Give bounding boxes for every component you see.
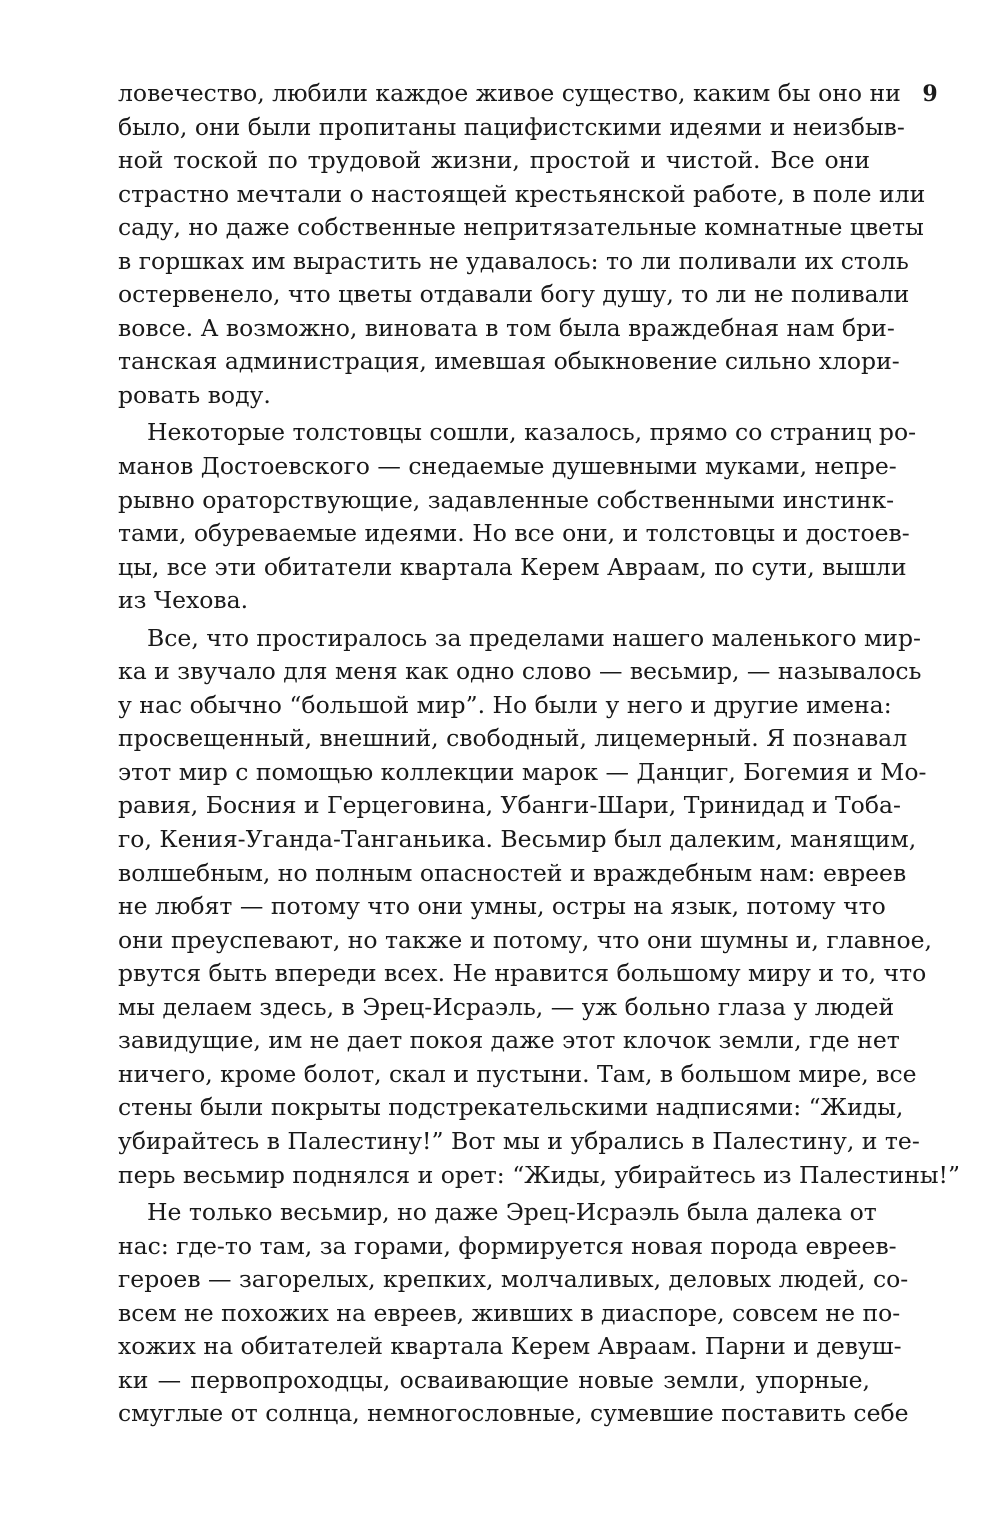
page-number: 9 [922, 81, 938, 107]
text-line: этот мир с помощью коллекции марок — Данциг, Богемия и Мо- [118, 757, 927, 786]
text-line: го, Кения-Уганда-Танганьика. Весьмир был далеким, манящим, [118, 825, 917, 854]
text-line: у нас обычно “большой мир”. Но были у него и другие имена: [118, 690, 892, 719]
text-line: из Чехова. [118, 586, 249, 615]
text-line: Не только весьмир, но даже Эрец-Исраэль была далека от [147, 1198, 877, 1227]
text-line: хожих на обитателей квартала Керем Авраам. Парни и девуш- [118, 1332, 902, 1361]
text-line: перь весьмир поднялся и орет: “Жиды, убирайтесь из Палестины!” [118, 1160, 961, 1189]
text-line: ной тоской по трудовой жизни, простой и чистой. Все они [118, 146, 870, 175]
text-line: завидущие, им не дает покоя даже этот клочок земли, где нет [118, 1026, 900, 1055]
text-line: стены были покрыты подстрекательскими надписями: “Жиды, [118, 1093, 904, 1122]
text-line: Некоторые толстовцы сошли, казалось, прямо со страниц ро- [147, 418, 917, 447]
text-line: мы делаем здесь, в Эрец-Исраэль, — уж больно глаза у людей [118, 992, 895, 1021]
text-line: цы, все эти обитатели квартала Керем Авраам, по сути, вышли [118, 552, 907, 581]
text-line: было, они были пропитаны пацифистскими идеями и неизбыв- [118, 112, 905, 141]
text-line: ровать воду. [118, 380, 271, 409]
text-line: саду, но даже собственные непритязательные комнатные цветы [118, 213, 924, 242]
text-line: не любят — потому что они умны, остры на язык, потому что [118, 892, 886, 921]
text-line: танская администрация, имевшая обыкновение сильно хлори- [118, 347, 900, 376]
text-line: ничего, кроме болот, скал и пустыни. Там, в большом мире, все [118, 1059, 917, 1088]
text-line: героев — загорелых, крепких, молчаливых, деловых людей, со- [118, 1265, 909, 1294]
text-line: манов Достоевского — снедаемые душевными муками, непре- [118, 452, 897, 481]
text-line: рывно ораторствующие, задавленные собственными инстинк- [118, 485, 895, 514]
text-line: рвутся быть впереди всех. Не нравится большому миру и то, что [118, 959, 927, 988]
text-line: вовсе. А возможно, виновата в том была враждебная нам бри- [118, 313, 895, 342]
text-line: они преуспевают, но также и потому, что они шумны и, главное, [118, 925, 933, 954]
text-line: ка и звучало для меня как одно слово — весьмир, — называлось [118, 657, 922, 686]
text-line: в горшках им вырастить не удавалось: то ли поливали их столь [118, 246, 909, 275]
text-line: убирайтесь в Палестину!” Вот мы и убрались в Палестину, и те- [118, 1126, 920, 1155]
paragraph [118, 622, 961, 1192]
text-line: просвещенный, внешний, свободный, лицемерный. Я познавал [118, 724, 908, 753]
text-line: тами, обуреваемые идеями. Но все они, и толстовцы и достоев- [118, 519, 910, 548]
paragraph [118, 77, 926, 412]
text-line: смуглые от солнца, немногословные, сумевшие поставить себе [118, 1399, 909, 1428]
text-line: ки — первопроходцы, осваивающие новые земли, упорные, [118, 1365, 870, 1394]
text-line: остервенело, что цветы отдавали богу душу, то ли не поливали [118, 280, 910, 309]
text-line: равия, Босния и Герцеговина, Убанги-Шари, Тринидад и Тоба- [118, 791, 901, 820]
text-line: всем не похожих на евреев, живших в диаспоре, совсем не по- [118, 1298, 901, 1327]
paragraph [118, 1196, 909, 1431]
text-line: ловечество, любили каждое живое существо, каким бы оно ни [118, 79, 901, 107]
text-line: нас: где-то там, за горами, формируется новая порода евреев- [118, 1231, 897, 1260]
paragraph [118, 416, 917, 617]
text-line: волшебным, но полным опасностей и враждебным нам: евреев [118, 858, 907, 887]
text-line: Все, что простиралось за пределами нашего маленького мир- [147, 623, 921, 652]
text-line: страстно мечтали о настоящей крестьянской работе, в поле или [118, 179, 926, 208]
body-text [118, 77, 961, 1431]
